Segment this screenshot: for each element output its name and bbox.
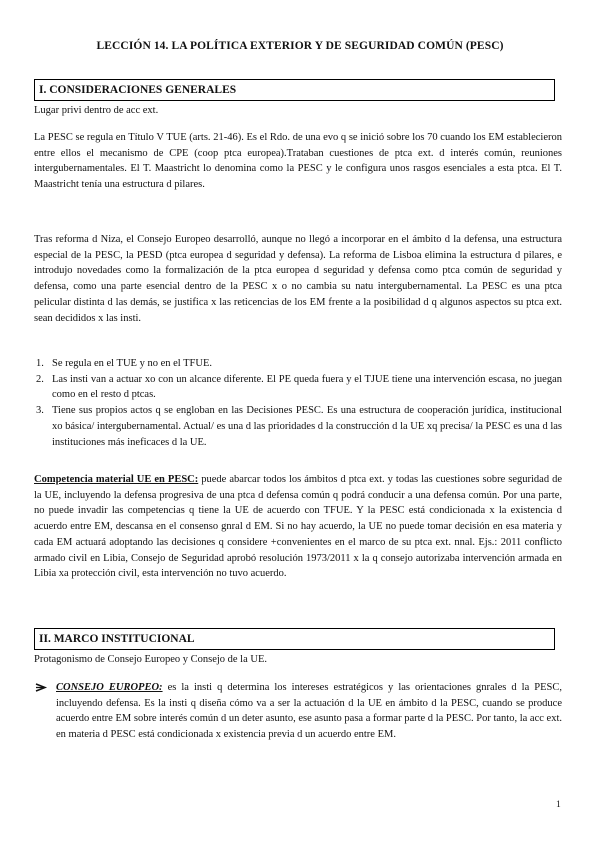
list-item [34,372,562,403]
list-text: Tiene sus propios actos q se engloban en las Decisiones PESC. Es una estructura de cooperación jurídica, institucional xo básica/ intergubernamental. Actual/ es una d las prioridades d la construcción d la UE xq precisa/ la PESC es una d las instituciones más ineficaces d la UE. [52,405,562,448]
paragraph: La PESC se regula en Título V TUE (arts. 21-46). Es el Rdo. de una evo q se inició sobre los 70 cuando los EM establecieron entre ellos el mecanismo de CPE (coop ptca europea).Trataban cuestiones de ptca ext. d interés común, reuniones intergubernamentales. El T. Maastricht lo denomina como la PESC y le configura unos rasgos esenciales a esta ptca. El T. Maastricht tenía una estructura d pilares. [34,132,562,191]
competencia-label: Competencia material UE en PESC: [34,474,199,485]
numbered-list [34,356,562,450]
arrow-bullet-icon [34,680,48,695]
section-intro: Protagonismo de Consejo Europeo y Consejo de la UE. [34,654,268,665]
arrow-list-item [34,680,562,743]
competencia-paragraph [34,472,562,582]
list-item [34,356,562,372]
page-number: 1 [556,800,561,810]
arrow-item-text [34,680,562,743]
list-number: 1. [36,358,44,369]
list-item [34,403,562,450]
consejo-europeo-label: CONSEJO EUROPEO: [56,682,163,693]
list-number: 3. [36,405,44,417]
list-number: 2. [36,373,44,385]
competencia-text: puede abarcar todos los ámbitos d ptca ext. y todas las cuestiones sobre seguridad de la UE, incluyendo la defensa progresiva de una ptca d defensa común q podrá conducir a una defensa común. Por una parte, no puede invadir las competencias q tiene la UE de acuerdo con TFUE. Y la PESC está condicionada x la existencia d acuerdo entre EM, descansa en el consenso gnral d EM. Si no hay acuerdo, la UE no puede tomar decisión en esa materia y cada EM actuará adoptando las decisiones q considere +convenientes en el marco de su ptca ext. nnal. Ejs.: 2011 conflicto armado civil en Libia, Consejo de Seguridad aprobó resolución 1973/2011 x la q consejo autorizaba intervención armada en Libia xa protección civil, esta intervención no tuvo acuerdo. [34,474,562,580]
section-heading: I. CONSIDERACIONES GENERALES [39,84,237,96]
list-text: Las insti van a actuar xo con un alcance diferente. El PE queda fuera y el TJUE tiene una intervención escasa, no juegan como en el resto d ptcas. [52,373,562,401]
section-intro: Lugar privi dentro de acc ext. [34,105,159,116]
lesson-title: LECCIÓN 14. LA POLÍTICA EXTERIOR Y DE SEGURIDAD COMÚN (PESC) [96,40,504,52]
list-text: Se regula en el TUE y no en el TFUE. [52,358,212,369]
section-heading-box [34,628,555,650]
paragraph: Tras reforma d Niza, el Consejo Europeo desarrolló, aunque no llegó a incorporar en el ámbito d la defensa, una estructura especial de la PESC, la PESD (ptca europea d seguridad y defensa). La reforma de Lisboa elimina la estructura d pilares, e introdujo novedades como la formalización de la ptca europea d seguridad y defensa como ptca común de seguridad y defensa, como una parte esencial dentro de la PESC x o no cambia su natu intergubernamental. La PESC es una ptca pelicular distinta d las demás, se justifica x las reticencias de los EM frente a la posibilidad d q algunos aspectos su ptca ext. sean decididos x las insti. [34,234,562,324]
consejo-europeo-text: es la insti q determina los intereses estratégicos y las orientaciones gnrales d la PESC, incluyendo defensa. Es la insti q diseña cómo va a ser la actuación d la UE en ámbito d la PESC, cuando se produce acuerdo entre EM sobre interés común d un deter asunto, ese asunto pasa a formar parte d la PESC. Por tanto, la acc ext. en materia d PESC está condicionada x existencia previa d un acuerdo entre EM. [56,682,562,741]
section-heading: II. MARCO INSTITUCIONAL [39,633,195,645]
section-heading-box [34,79,555,101]
